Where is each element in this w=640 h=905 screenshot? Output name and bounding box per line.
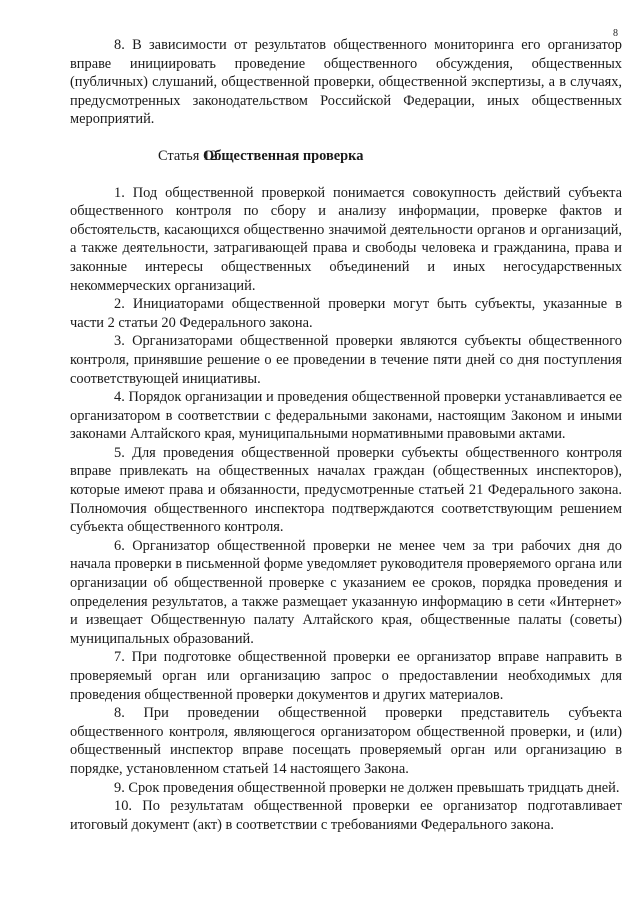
article-title: Общественная проверка [203,147,364,164]
paragraph-8: 8. При проведении общественной проверки представитель субъекта общественного контроля, являющегося организатором общественной проверки, и (или) общественный инспектор вправе посещать проверяемый орган или организацию в порядке, установленном статьей 14 настоящего Закона. [70,705,622,777]
paragraph-8-previous-article: 8. В зависимости от результатов общественного мониторинга его организатор вправе инициировать проведение общественного обсуждения, общественных (публичных) слушаний, общественной проверки, общественной экспертизы, а в случаях, предусмотренных законодательством Российской Федерации, иных общественных мероприятий. [70,37,622,128]
paragraph-1: 1. Под общественной проверкой понимается совокупность действий субъекта общественного контроля по сбору и анализу информации, проверке фактов и обстоятельств, касающихся общественно значимой деятельности органов и организаций, а также деятельности, затрагивающей права и свободы человека и гражданина, права и законные интересы общественных объединений и иных негосударственных некоммерческих организаций. [70,184,622,294]
paragraph-10: 10. По результатам общественной проверки ее организатор подготавливает итоговый документ (акт) в соответствии с требованиями Федерального закона. [70,798,622,833]
paragraph-5: 5. Для проведения общественной проверки субъекты общественного контроля вправе привлекать на общественных началах граждан (общественных инспекторов), которые имеют права и обязанности, предусмотренные статьей 21 Федерального закона. Полномочия общественного инспектора подтверждаются соответствующим решением субъекта общественного контроля. [70,444,622,536]
document-body [70,36,622,834]
paragraph-4: 4. Порядок организации и проведения общественной проверки устанавливается ее организатором в соответствии с федеральными законами, настоящим Законом и иными законами Алтайского края, муниципальными нормативными правовыми актами. [70,389,622,443]
paragraph-9: 9. Срок проведения общественной проверки не должен превышать тридцать дней. [114,779,620,796]
article-heading [70,147,622,166]
paragraph-6: 6. Организатор общественной проверки не менее чем за три рабочих дня до начала проверки в письменной форме уведомляет руководителя проверяемого органа или организации об общественной проверке с указанием ее сроков, порядка проведения и определения результатов, а также размещает указанную информацию в сети «Интернет» и извещает Общественную палату Алтайского края, общественные палаты (советы) муниципальных образований. [70,537,622,647]
paragraph-3: 3. Организаторами общественной проверки являются субъекты общественного контроля, принявшие решение о ее проведении в течение пяти дней со дня поступления соответствующей инициативы. [70,333,622,387]
article-number: Статья 12. [158,147,221,164]
paragraph-2: 2. Инициаторами общественной проверки могут быть субъекты, указанные в части 2 статьи 20 Федерального закона. [70,296,622,331]
page-number: 8 [613,28,618,39]
paragraph-7: 7. При подготовке общественной проверки ее организатор вправе направить в проверяемый орган или организацию запрос о предоставлении необходимых для проведения общественной проверки документов и других материалов. [70,649,622,703]
